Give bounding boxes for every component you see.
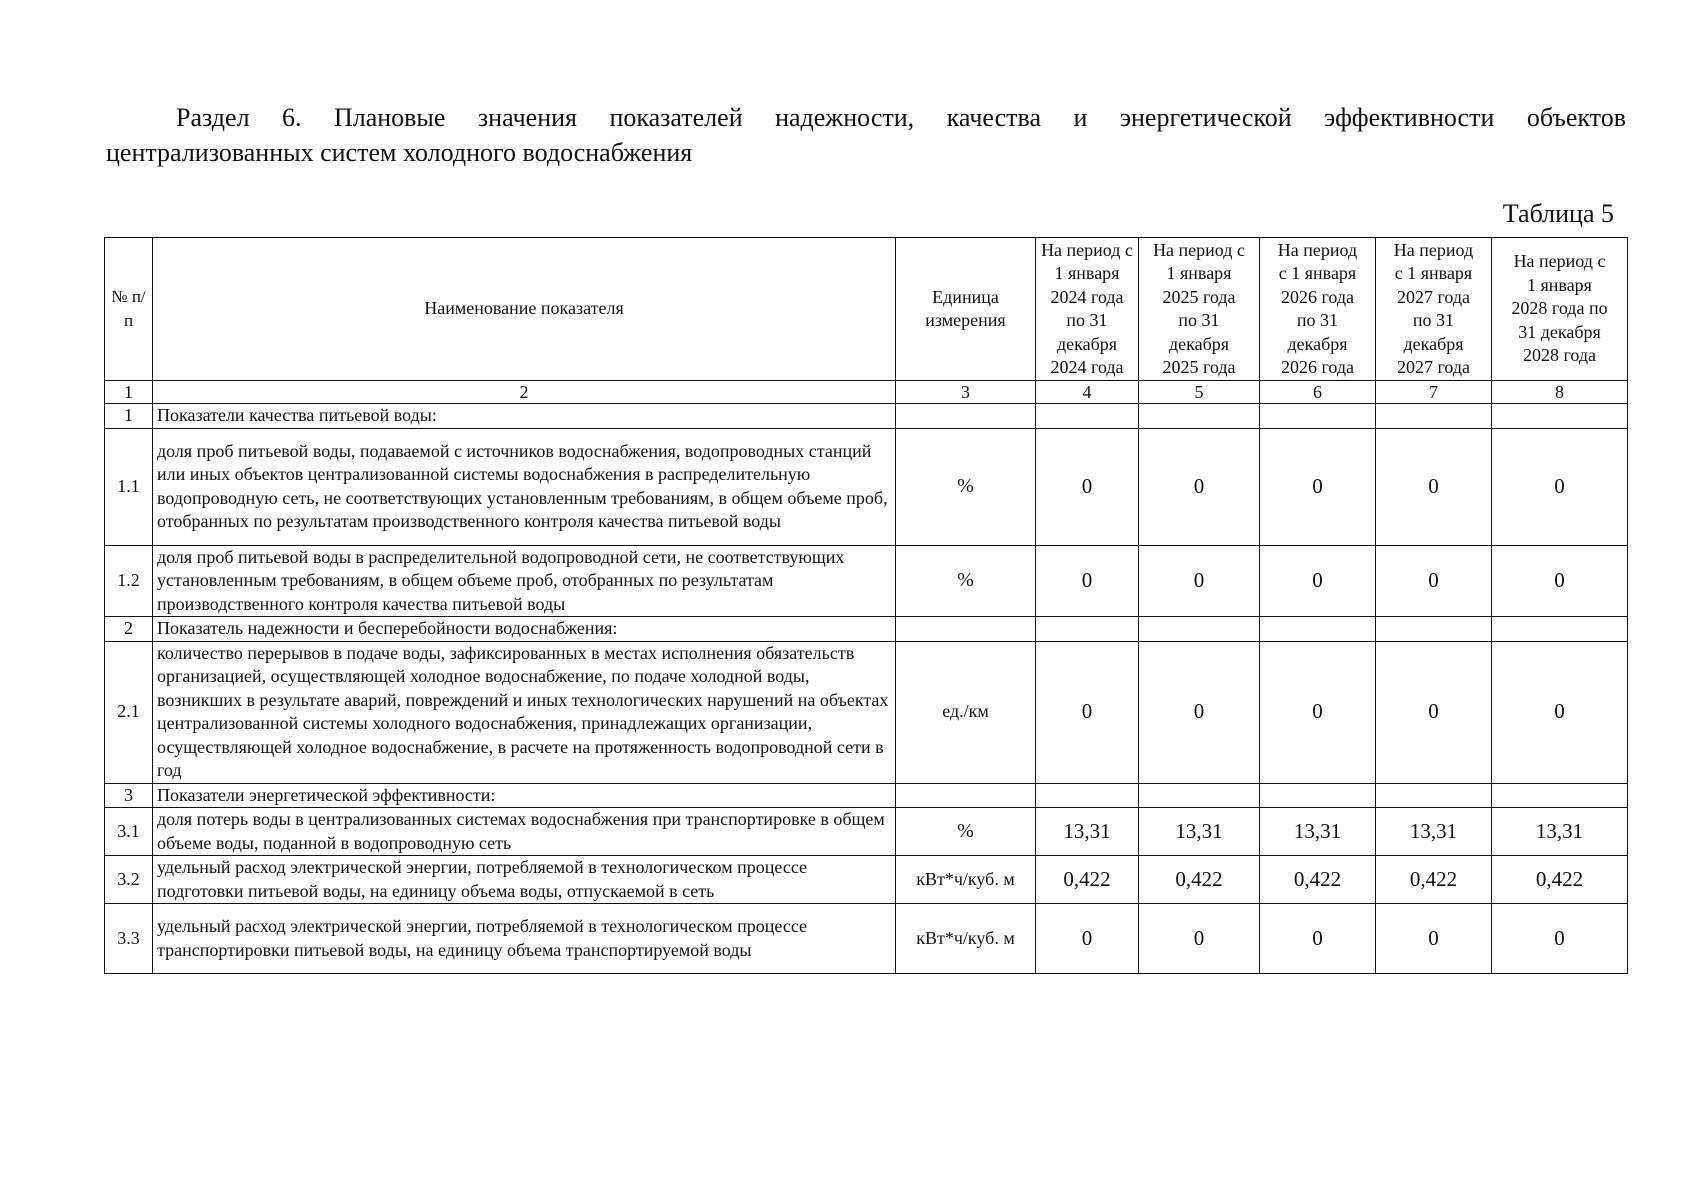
- indicator-name: доля проб питьевой воды в распределительной водопроводной сети, не соответствующих установленным требованиям, в общем объеме проб, отобранных по результатам производственного контроля качества питьевой воды: [153, 545, 896, 617]
- indicator-value-2026: 0: [1260, 545, 1376, 617]
- indicator-row: [105, 545, 1628, 617]
- indicator-row: [105, 856, 1628, 904]
- column-number: 6: [1260, 381, 1376, 404]
- header-period-2026: На период с 1 января 2026 года по 31 декабря 2026 года: [1260, 238, 1376, 381]
- heading-word: и: [1073, 103, 1088, 132]
- indicator-unit: %: [896, 545, 1036, 617]
- column-number: 1: [105, 381, 153, 404]
- indicator-value-2028: 0: [1492, 904, 1628, 974]
- indicator-value-2028: 0: [1492, 641, 1628, 783]
- indicator-name: доля потерь воды в централизованных системах водоснабжения при транспортировке в общем объеме воды, поданной в водопроводную сеть: [153, 808, 896, 856]
- row-number: 1.1: [105, 428, 153, 545]
- column-number: 5: [1139, 381, 1260, 404]
- indicators-table: [104, 237, 1628, 974]
- indicator-name: удельный расход электрической энергии, потребляемой в технологическом процессе транспортировки питьевой воды, на единицу объема транспортируемой воды: [153, 904, 896, 974]
- heading-word: Плановые: [333, 103, 446, 132]
- section-heading-line-2: централизованных систем холодного водоснабжения: [106, 138, 693, 167]
- indicator-row: [105, 641, 1628, 783]
- heading-word: Раздел: [176, 103, 250, 132]
- indicator-value-2027: 13,31: [1376, 808, 1492, 856]
- row-number: 1: [105, 404, 153, 429]
- header-period-2027: На период с 1 января 2027 года по 31 декабря 2027 года: [1376, 238, 1492, 381]
- indicator-value-2024: [1036, 783, 1139, 808]
- table-caption: Таблица 5: [1502, 199, 1614, 228]
- indicator-unit: кВт*ч/куб. м: [896, 904, 1036, 974]
- indicator-value-2025: 0: [1139, 545, 1260, 617]
- indicator-name: доля проб питьевой воды, подаваемой с источников водоснабжения, водопроводных станций или иных объектов централизованной системы водоснабжения в распределительную водопроводную сеть, не соответствующих установленным требованиям, в общем объеме проб, отобранных по результатам производственного контроля качества питьевой воды: [153, 428, 896, 545]
- indicator-value-2028: [1492, 404, 1628, 429]
- indicator-unit: ед./км: [896, 641, 1036, 783]
- indicator-value-2025: 0,422: [1139, 856, 1260, 904]
- indicator-value-2027: [1376, 404, 1492, 429]
- column-number: 8: [1492, 381, 1628, 404]
- header-period-2024: На период с 1 января 2024 года по 31 декабря 2024 года: [1036, 238, 1139, 381]
- indicator-name: Показатель надежности и бесперебойности водоснабжения:: [153, 617, 896, 642]
- indicator-value-2024: 0: [1036, 904, 1139, 974]
- section-row: [105, 404, 1628, 429]
- section-heading: [106, 100, 1626, 170]
- indicator-value-2026: 13,31: [1260, 808, 1376, 856]
- indicator-value-2026: [1260, 783, 1376, 808]
- row-number: 1.2: [105, 545, 153, 617]
- column-numbers-row: [105, 381, 1628, 404]
- indicator-value-2027: 0: [1376, 904, 1492, 974]
- indicator-value-2027: 0: [1376, 641, 1492, 783]
- indicator-value-2025: 0: [1139, 641, 1260, 783]
- row-number: 3: [105, 783, 153, 808]
- indicator-value-2027: 0: [1376, 428, 1492, 545]
- indicator-row: [105, 428, 1628, 545]
- indicator-value-2026: 0: [1260, 904, 1376, 974]
- header-period-2025: На период с 1 января 2025 года по 31 декабря 2025 года: [1139, 238, 1260, 381]
- indicator-value-2027: 0,422: [1376, 856, 1492, 904]
- column-number: 7: [1376, 381, 1492, 404]
- indicator-value-2025: 0: [1139, 428, 1260, 545]
- indicator-value-2026: [1260, 404, 1376, 429]
- column-number: 4: [1036, 381, 1139, 404]
- indicator-value-2026: 0: [1260, 428, 1376, 545]
- heading-word: энергетической: [1119, 103, 1292, 132]
- indicator-value-2026: [1260, 617, 1376, 642]
- heading-word: эффективности: [1324, 103, 1495, 132]
- indicator-value-2027: [1376, 617, 1492, 642]
- indicator-value-2024: 0: [1036, 545, 1139, 617]
- indicator-name: Показатели качества питьевой воды:: [153, 404, 896, 429]
- section-row: [105, 783, 1628, 808]
- indicator-value-2024: [1036, 404, 1139, 429]
- indicator-value-2024: 13,31: [1036, 808, 1139, 856]
- indicator-value-2028: [1492, 783, 1628, 808]
- section-row: [105, 617, 1628, 642]
- section-heading-line-1: [106, 100, 1626, 135]
- indicator-value-2024: [1036, 617, 1139, 642]
- indicator-name: удельный расход электрической энергии, потребляемой в технологическом процессе подготовки питьевой воды, на единицу объема воды, отпускаемой в сеть: [153, 856, 896, 904]
- indicator-value-2025: [1139, 783, 1260, 808]
- heading-word: значения: [477, 103, 577, 132]
- header-num: № п/ п: [105, 238, 153, 381]
- indicator-row: [105, 808, 1628, 856]
- row-number: 3.1: [105, 808, 153, 856]
- heading-word: качества: [946, 103, 1041, 132]
- row-number: 2.1: [105, 641, 153, 783]
- indicator-value-2025: 13,31: [1139, 808, 1260, 856]
- indicator-value-2026: 0: [1260, 641, 1376, 783]
- indicator-value-2027: [1376, 783, 1492, 808]
- indicator-unit: %: [896, 808, 1036, 856]
- indicator-name: количество перерывов в подаче воды, зафиксированных в местах исполнения обязательств организацией, осуществляющей холодное водоснабжение, по подаче холодной воды, возникших в результате аварий, повреждений и иных технологических нарушений на объектах централизованной системы холодного водоснабжения, принадлежащих организации, осуществляющей холодное водоснабжение, в расчете на протяженность водопроводной сети в год: [153, 641, 896, 783]
- column-number: 3: [896, 381, 1036, 404]
- header-unit: Единица измерения: [896, 238, 1036, 381]
- row-number: 3.2: [105, 856, 153, 904]
- heading-word: объектов: [1526, 103, 1626, 132]
- heading-word: показателей: [609, 103, 743, 132]
- indicator-unit: кВт*ч/куб. м: [896, 856, 1036, 904]
- indicator-value-2028: 13,31: [1492, 808, 1628, 856]
- column-number: 2: [153, 381, 896, 404]
- indicator-value-2028: 0,422: [1492, 856, 1628, 904]
- indicator-unit: [896, 783, 1036, 808]
- indicator-row: [105, 904, 1628, 974]
- row-number: 2: [105, 617, 153, 642]
- indicator-value-2025: [1139, 617, 1260, 642]
- indicator-value-2024: 0: [1036, 428, 1139, 545]
- indicator-value-2025: 0: [1139, 904, 1260, 974]
- header-name: Наименование показателя: [153, 238, 896, 381]
- indicator-value-2028: [1492, 617, 1628, 642]
- indicator-value-2024: 0,422: [1036, 856, 1139, 904]
- indicator-value-2027: 0: [1376, 545, 1492, 617]
- row-number: 3.3: [105, 904, 153, 974]
- indicator-unit: [896, 404, 1036, 429]
- table-header-row: [105, 238, 1628, 381]
- indicator-value-2028: 0: [1492, 545, 1628, 617]
- heading-word: надежности,: [775, 103, 915, 132]
- header-period-2028: На период с 1 января 2028 года по 31 декабря 2028 года: [1492, 238, 1628, 381]
- indicator-value-2026: 0,422: [1260, 856, 1376, 904]
- indicator-name: Показатели энергетической эффективности:: [153, 783, 896, 808]
- indicator-value-2025: [1139, 404, 1260, 429]
- indicator-value-2028: 0: [1492, 428, 1628, 545]
- indicator-unit: %: [896, 428, 1036, 545]
- indicator-value-2024: 0: [1036, 641, 1139, 783]
- indicator-unit: [896, 617, 1036, 642]
- heading-word: 6.: [282, 103, 302, 132]
